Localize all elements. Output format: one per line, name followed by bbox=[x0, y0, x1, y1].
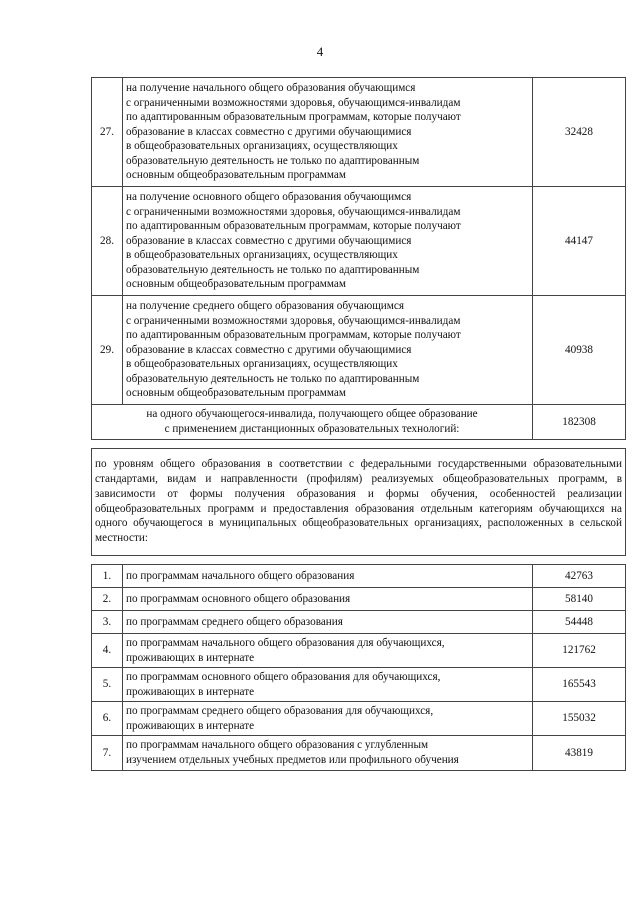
row-number: 2. bbox=[92, 588, 123, 611]
row-value: 43819 bbox=[533, 736, 626, 771]
row-value: 42763 bbox=[533, 565, 626, 588]
row-value: 165543 bbox=[533, 668, 626, 702]
row-value: 155032 bbox=[533, 702, 626, 736]
row-value: 58140 bbox=[533, 588, 626, 611]
row-description-text: по программам начального общего образования для обучающихся, проживающих в интернате bbox=[126, 636, 445, 664]
row-number: 7. bbox=[92, 736, 123, 771]
table-row bbox=[92, 736, 626, 771]
table-row bbox=[92, 702, 626, 736]
row-description: по программам среднего общего образования bbox=[123, 611, 533, 634]
standards-table bbox=[91, 77, 626, 771]
row-description bbox=[123, 187, 533, 296]
table-row bbox=[92, 588, 626, 611]
page-number: 4 bbox=[316, 44, 324, 59]
row-number: 1. bbox=[92, 565, 123, 588]
row-number: 4. bbox=[92, 634, 123, 668]
row-number: 28. bbox=[92, 187, 123, 296]
row-description-text: по программам начального общего образования с углубленным изучением отдельных учебных предметов или профильного обучения bbox=[126, 739, 459, 766]
gap-cell bbox=[92, 440, 123, 449]
row-description bbox=[123, 736, 533, 771]
row-number: 27. bbox=[92, 78, 123, 187]
row-description-text: на получение среднего общего образования обучающимся с ограниченными возможностями здоровья, обучающимся-инвалидам по адаптированным образовательным программам, которые получают образование в классах совместно с другими обучающимися в общеобразовательных организациях, осуществляющих образовательную деятельность не только по адаптированным основным общеобразовательным программам bbox=[126, 299, 461, 400]
row-value: 40938 bbox=[533, 296, 626, 405]
table-row bbox=[92, 634, 626, 668]
subtotal-description bbox=[92, 405, 533, 440]
table-row bbox=[92, 187, 626, 296]
row-number: 5. bbox=[92, 668, 123, 702]
table-row bbox=[92, 668, 626, 702]
subtotal-value: 182308 bbox=[533, 405, 626, 440]
row-number: 3. bbox=[92, 611, 123, 634]
row-value: 44147 bbox=[533, 187, 626, 296]
row-description-text: на получение основного общего образования обучающимся с ограниченными возможностями здоровья, обучающимся-инвалидам по адаптированным образовательным программам, которые получают образование в классах совместно с другими обучающимися в общеобразовательных организациях, осуществляющих образовательную деятельность не только по адаптированным основным общеобразовательным программам bbox=[126, 190, 461, 291]
row-description-text: по программам среднего общего образования для обучающихся, проживающих в интернате bbox=[126, 704, 434, 732]
gap-cell bbox=[533, 440, 626, 449]
row-description-text: на получение начального общего образования обучающимся с ограниченными возможностями здоровья, обучающимся-инвалидам по адаптированным образовательным программам, которые получают образование в классах совместно с другими обучающимися в общеобразовательных организациях, осуществляющих образовательную деятельность не только по адаптированным основным общеобразовательным программам bbox=[126, 81, 461, 182]
table-row bbox=[92, 78, 626, 187]
table-row bbox=[92, 565, 626, 588]
row-description bbox=[123, 702, 533, 736]
gap-cell bbox=[533, 556, 626, 565]
row-description bbox=[123, 296, 533, 405]
row-description: по программам основного общего образования bbox=[123, 588, 533, 611]
table-row bbox=[92, 611, 626, 634]
subtotal-row bbox=[92, 405, 626, 440]
section-intro: по уровням общего образования в соответствии с федеральными государственными образовательными стандартами, видам и направленности (профилям) реализуемых общеобразовательных программ, в зависимости от формы получения образования и формы обучения, особенностей реализации общеобразовательных программ и предоставления образования отдельным категориям обучающихся на одного обучающегося в муниципальных общеобразовательных организациях, расположенных в сельской местности: bbox=[92, 449, 626, 556]
gap-cell bbox=[92, 556, 123, 565]
row-number: 6. bbox=[92, 702, 123, 736]
gap-cell bbox=[123, 440, 533, 449]
row-description bbox=[123, 668, 533, 702]
table-row bbox=[92, 296, 626, 405]
gap-cell bbox=[123, 556, 533, 565]
row-description-text: по программам основного общего образования для обучающихся, проживающих в интернате bbox=[126, 670, 441, 698]
row-description bbox=[123, 634, 533, 668]
section-gap bbox=[92, 440, 626, 449]
row-number: 29. bbox=[92, 296, 123, 405]
row-description bbox=[123, 78, 533, 187]
section-gap bbox=[92, 556, 626, 565]
row-description: по программам начального общего образования bbox=[123, 565, 533, 588]
row-value: 121762 bbox=[533, 634, 626, 668]
section-intro-row bbox=[92, 449, 626, 556]
subtotal-description-text: на одного обучающегося-инвалида, получающего общее образование с применением дистанционных образовательных технологий: bbox=[146, 408, 478, 435]
row-value: 54448 bbox=[533, 611, 626, 634]
row-value: 32428 bbox=[533, 78, 626, 187]
